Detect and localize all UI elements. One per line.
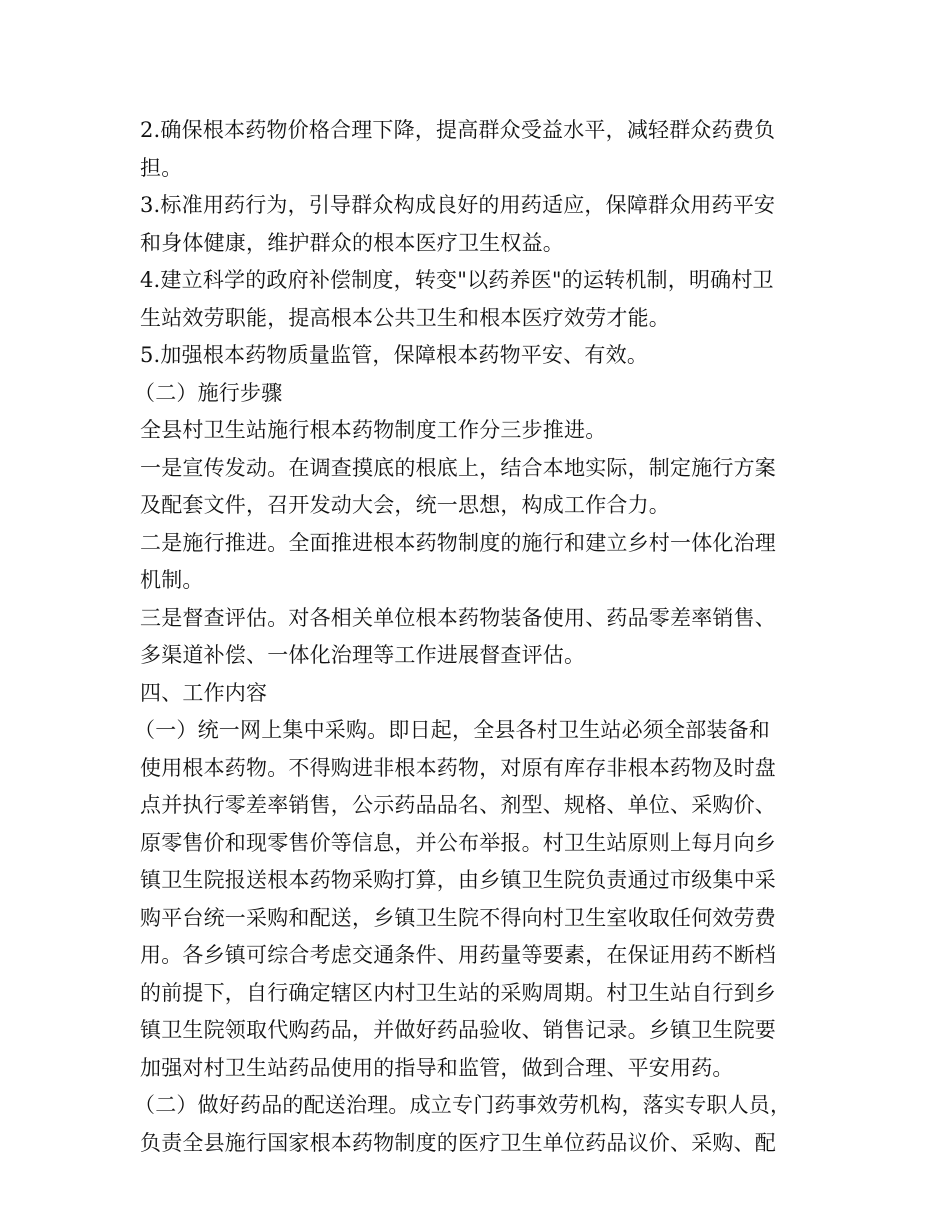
section-heading: （二）施行步骤: [134, 380, 283, 405]
text-line: 多渠道补偿、一体化治理等工作进展督查评估。: [140, 643, 586, 667]
text-line: 购平台统一采购和配送，乡镇卫生院不得向村卫生室收取任何效劳费: [140, 905, 776, 930]
text-line: 一是宣传发动。在调查摸底的根底上，结合本地实际，制定施行方案: [140, 455, 776, 480]
text-line: 三是督查评估。对各相关单位根本药物装备使用、药品零差率销售、: [140, 605, 776, 630]
text-line: 生站效劳职能，提高根本公共卫生和根本医疗效劳才能。: [140, 305, 670, 330]
text-line: （一）统一网上集中采购。即日起，全县各村卫生站必须全部装备和: [134, 718, 770, 742]
text-line: 及配套文件，召开发动大会，统一思想，构成工作合力。: [140, 493, 670, 517]
text-line: 3.标准用药行为，引导群众构成良好的用药适应，保障群众用药平安: [140, 193, 776, 217]
text-line: 4.建立科学的政府补偿制度，转变"以药养医"的运转机制，明确村卫: [140, 268, 774, 292]
text-line: 用。各乡镇可综合考虑交通条件、用药量等要素，在保证用药不断档: [140, 943, 776, 967]
text-line: 镇卫生院领取代购药品，并做好药品验收、销售记录。乡镇卫生院要: [140, 1018, 776, 1042]
text-line: （二）做好药品的配送治理。成立专门药事效劳机构，落实专职人员，: [134, 1093, 792, 1117]
text-line: 全县村卫生站施行根本药物制度工作分三步推进。: [140, 418, 607, 442]
text-line: 负责全县施行国家根本药物制度的医疗卫生单位药品议价、采购、配: [140, 1130, 776, 1155]
text-line: 担。: [140, 155, 183, 180]
text-line: 5.加强根本药物质量监管，保障根本药物平安、有效。: [140, 343, 649, 367]
text-line: 二是施行推进。全面推进根本药物制度的施行和建立乡村一体化治理: [140, 530, 776, 555]
section-heading: 四、工作内容: [140, 680, 268, 705]
text-line: 机制。: [140, 568, 204, 592]
text-line: 原零售价和现零售价等信息，并公布举报。村卫生站原则上每月向乡: [140, 830, 776, 855]
text-line: 加强对村卫生站药品使用的指导和监管，做到合理、平安用药。: [140, 1055, 734, 1080]
document-body: [134, 112, 830, 1162]
text-line: 2.确保根本药物价格合理下降，提高群众受益水平，减轻群众药费负: [140, 118, 776, 142]
text-line: 点并执行零差率销售，公示药品品名、剂型、规格、单位、采购价、: [140, 793, 776, 817]
text-line: 和身体健康，维护群众的根本医疗卫生权益。: [140, 230, 564, 255]
text-line: 镇卫生院报送根本药物采购打算，由乡镇卫生院负责通过市级集中采: [140, 868, 776, 892]
text-line: 使用根本药物。不得购进非根本药物，对原有库存非根本药物及时盘: [140, 755, 776, 780]
text-line: 的前提下，自行确定辖区内村卫生站的采购周期。村卫生站自行到乡: [140, 980, 776, 1005]
